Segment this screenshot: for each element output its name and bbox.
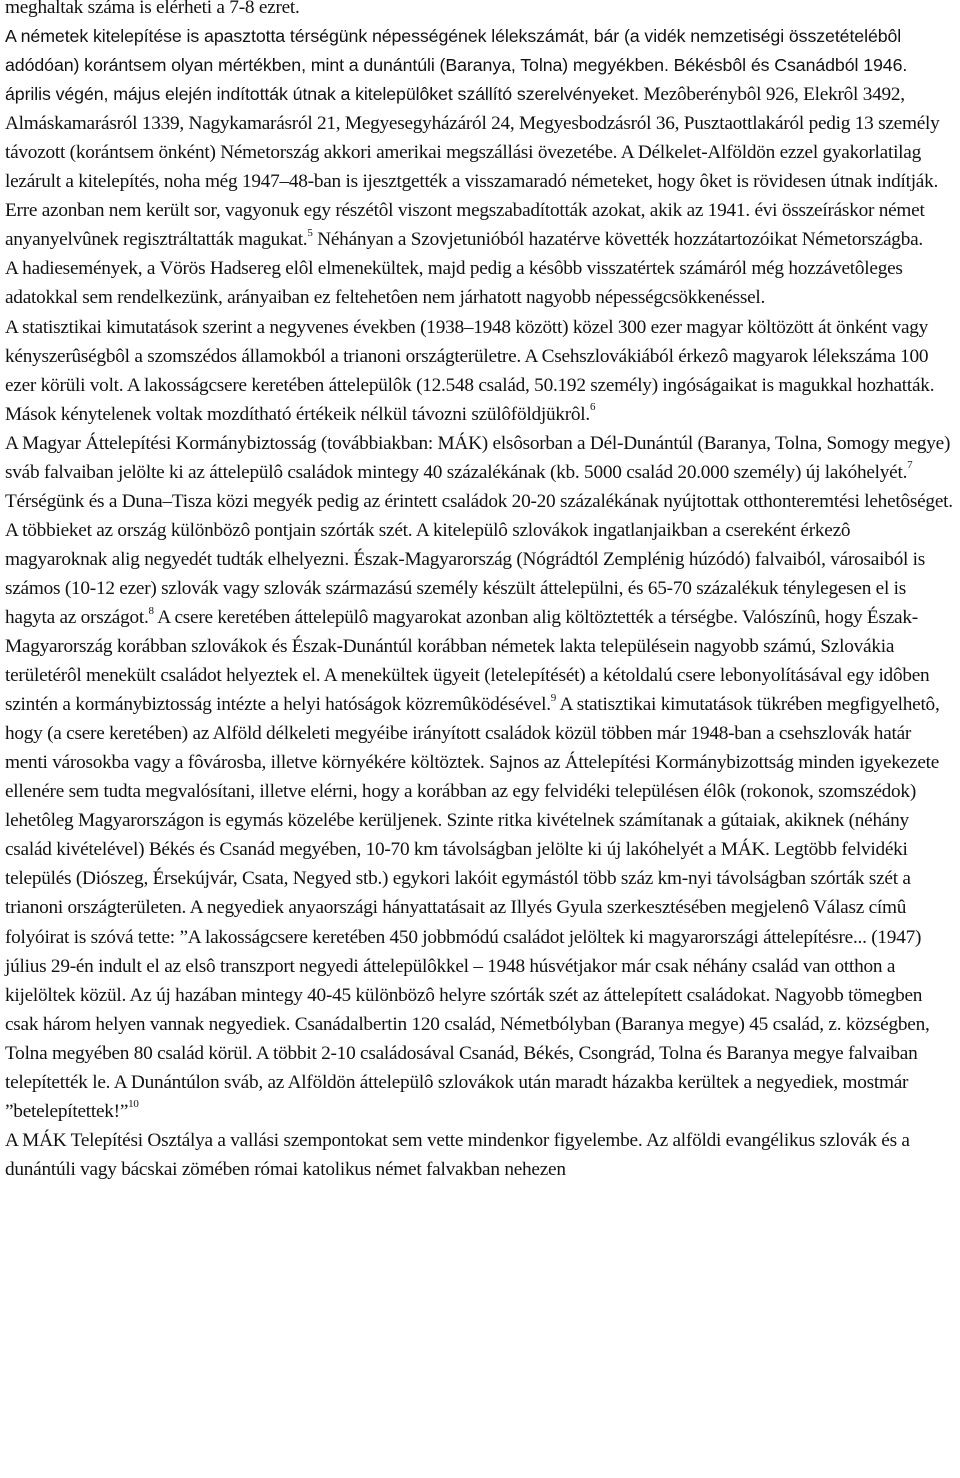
paragraph-german-deportation <box>5 22 953 254</box>
text-run: A csere keretében áttelepülô magyarokat azonban alig költöztették a térségbe. Valószínû, hogy Észak-Magyarország korábban szlovákok és Észak-Dunántúl korábban németek lakta településein nagyobb számú, Szlovákia területérôl menekült családot helyeztek el. A menekültek ügyeit (letelepítését) a kétoldalú csere lebonyolításával egy idôben szintén a kormánybiztosság intézte a helyi hatóságok közremûködésével. <box>5 606 930 716</box>
text-run: A németek kitelepítése is apasztotta térségünk népességének lélekszámát, bár (a vidék nemzetiségi összetételébôl adódóan) korántsem olyan mértékben, mint a dunántúli (Baranya, Tolna) megyékben. Békésbôl és Csanádból 1946. április végén, május elején indították útnak a kitelepülôket szállító szerelvényeket. <box>5 26 908 105</box>
text-run: A statisztikai kimutatások szerint a negyvenes években (1938–1948 között) közel 300 ezer magyar költözött át önként vagy kényszerûségbôl a szomszédos államokból a trianoni országterületre. A Csehszlovákiából érkezô magyarok lélekszáma 100 ezer körüli volt. A lakosságcsere keretében áttelepülôk (12.548 család, 50.192 személy) ingóságaikat is magukkal hozhatták. Mások kénytelenek voltak mozdítható értékeik nélkül távozni szülôföldjükrôl. <box>5 316 935 425</box>
text-run: Néhányan a Szovjetunióból hazatérve követték hozzátartozóikat Németországba. <box>312 229 923 251</box>
footnote-marker: 8 <box>148 604 154 617</box>
text-run: A Magyar Áttelepítési Kormánybiztosság (továbbiakban: MÁK) elsôsorban a Dél-Dunántúl (Baranya, Tolna, Somogy megye) sváb falvaiban jelölte ki az áttelepülô családok mintegy 40 százalékának (kb. 5000 család 20.000 személy) új lakóhelyét. <box>5 432 951 483</box>
footnote-marker: 9 <box>550 691 557 704</box>
paragraph-resettlement <box>5 429 953 1126</box>
paragraph-religion <box>5 1126 953 1184</box>
footnote-marker: 5 <box>307 226 313 239</box>
paragraph-war-losses <box>5 254 953 312</box>
text-run: A statisztikai kimutatások tükrében megfigyelhetô, hogy (a csere keretében) az Alföld délkeleti megyéibe irányított családok közül többen már 1948-ban a csehszlovák határ menti városokba vagy a fôvárosba, illetve környékére költöztek. Sajnos az Áttelepítési Kormánybizottság minden igyekezete ellenére sem tudta megvalósítani, illetve elérni, hogy a korábban az egy felvidéki településen élôk (rokonok, szomszédok) lehetôleg Magyarországon is egymás közelébe kerüljenek. Szinte ritka kivételnek számítanak a gútaiak, akiknek (néhány család kivételével) Békés és Csanád megyében, 10-70 km távolságban jelölte ki új lakóhelyét a MÁK. Legtöbb felvidéki település (Diószeg, Érsekújvár, Csata, Negyed stb.) egykori lakóit egymástól több száz km-nyi távolságban szórták szét a trianoni országterületen. A negyediek anyaországi hányattatásait az Illyés Gyula szerkesztésében megjelenô Válasz címû folyóirat is szóvá tette: ”A lakosságcsere keretében 450 jobbmódú családot jelöltek ki magyarországi áttelepítésre... (1947) július 29-én indult el az elsô transzport negyedi áttelepülôkkel – 1948 húsvétjakor már csak néhány család van otthon a kijelöltek közül. Az új hazában mintegy 40-45 különbözô helyre szórták szét az áttelepített családokat. Nagyobb tömegben csak három helyen vannak negyediek. Csanádalbertin 120 család, Németbólyban (Baranya megye) 45 család, z. községben, Tolna megyében 80 család körül. A többit 2-10 családosával Csanád, Békés, Csongrád, Tolna és Baranya megye falvaiban telepítették le. A Dunántúlon sváb, az Alföldön áttelepülô szlovákok után maradt házakba kerültek a negyediek, mostmár ”betelepítettek!” <box>5 694 940 1122</box>
text-run: Mezôberénybôl 926, Elekrôl 3492, Almáskamarásról 1339, Nagykamarásról 21, Megyesegyházáról 24, Megyesbodzásról 36, Pusztaottlakáról pedig 13 személy távozott (korántsem önként) Németország akkori amerikai megszállási övezetébe. A Délkelet-Alföldön ezzel gyakorlatilag lezárult a kitelepítés, noha még 1947–48-ban is ijesztgették a visszamaradó németeket, hogy ôket is rövidesen útnak indítják. Erre azonban nem került sor, vagyonuk egy részétôl viszont megszabadították azokat, akik az 1941. évi összeíráskor német anyanyelvûnek regisztráltatták magukat. <box>5 84 940 251</box>
paragraph-statistics <box>5 313 953 429</box>
document-page <box>5 0 953 1184</box>
footnote-marker: 7 <box>907 459 913 472</box>
footnote-marker: 6 <box>590 401 596 414</box>
text-run: A MÁK Telepítési Osztálya a vallási szempontokat sem vette mindenkor figyelembe. Az alföldi evangélikus szlovák és a dunántúli vagy bácskai zömében római katolikus német falvakban nehezen <box>5 1129 910 1180</box>
text-run: Térségünk és a Duna–Tisza közi megyék pedig az érintett családok 20-20 százalékának nyújtottak otthonteremtési lehetôséget. A többieket az ország különbözô pontjain szórták szét. A kitelepülô szlovákok ingatlanjaikban a csereként érkezô magyaroknak alig negyedét tudták elhelyezni. Észak-Magyarország (Nógrádtól Zemplénig húzódó) falvaiból, városaiból is számos (10-12 ezer) szlovák vagy szlovák származású személy készült áttelepülni, és 65-70 százalékuk ténylegesen el is hagyta az országot. <box>5 490 953 628</box>
footnote-marker: 10 <box>128 1098 139 1111</box>
paragraph-intro <box>5 0 953 22</box>
text-run: meghaltak száma is elérheti a 7-8 ezret. <box>5 0 300 18</box>
text-run: A hadiesemények, a Vörös Hadsereg elôl elmenekültek, majd pedig a késôbb visszatértek számáról még hozzávetôleges adatokkal sem rendelkezünk, arányaiban ez feltehetôen nem járhatott nagyobb népességcsökkenéssel. <box>5 258 903 309</box>
